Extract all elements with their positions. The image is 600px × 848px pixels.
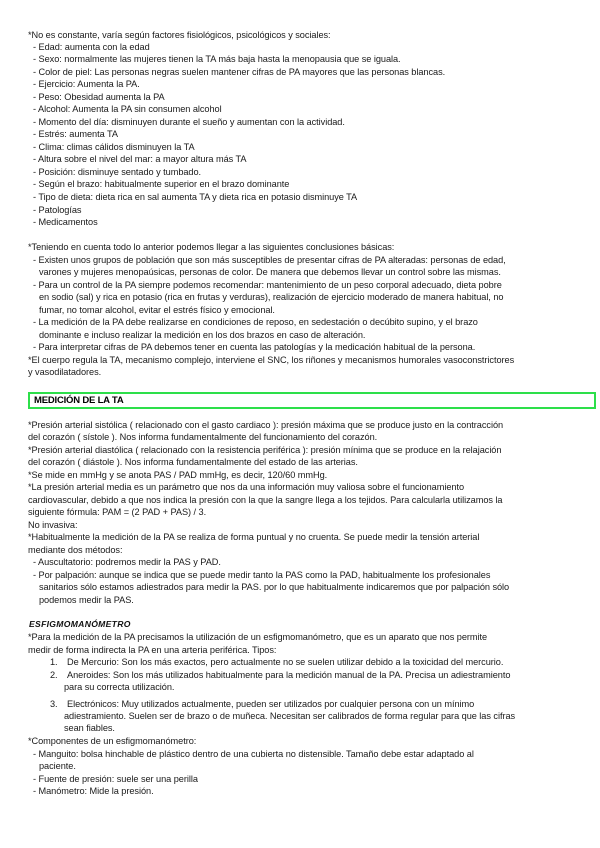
list-number: 3. <box>50 699 58 709</box>
list-item-continuation: sean fiables. <box>64 723 115 733</box>
list-item: - Medicamentos <box>33 217 98 227</box>
list-item: - Altura sobre el nivel del mar: a mayor altura más TA <box>33 154 247 164</box>
list-item-continuation: podemos medir la PAS. <box>39 595 134 605</box>
paragraph-line: No invasiva: <box>28 520 78 530</box>
list-item-continuation: varones y mujeres menopaúsicas, personas de color. De manera que debemos llevar un control sobre las mismas. <box>39 267 501 277</box>
section-heading: MEDICIÓN DE LA TA <box>34 395 124 406</box>
list-item: - Ejercicio: Aumenta la PA. <box>33 79 140 89</box>
paragraph-line: *La presión arterial media es un parámetro que nos da una información muy valiosa sobre el funcionamiento <box>28 482 465 492</box>
list-item: - Color de piel: Las personas negras suelen mantener cifras de PA mayores que las personas blancas. <box>33 67 446 77</box>
list-item: - Momento del día: disminuyen durante el sueño y aumentan con la actividad. <box>33 117 345 127</box>
list-item-continuation: para su correcta utilización. <box>64 682 175 692</box>
list-item: - La medición de la PA debe realizarse en condiciones de reposo, en sedestación o decúbito supino, y el brazo <box>33 317 478 327</box>
paragraph-line: *Presión arterial sistólica ( relacionado con el gasto cardiaco ): presión máxima que se produce justo en la contracción <box>28 420 504 430</box>
list-item-continuation: fumar, no tomar alcohol, evitar el estrés físico y emocional. <box>39 305 275 315</box>
list-item: Electrónicos: Muy utilizados actualmente, pueden ser utilizados por cualquier persona con un mínimo <box>67 699 475 709</box>
paragraph-line: del corazón ( diástole ). Nos informa fundamentalmente del estado de las arterias. <box>28 457 358 467</box>
list-number: 1. <box>50 657 58 667</box>
list-item: - Para un control de la PA siempre podemos recomendar: mantenimiento de un peso corporal adecuado, dieta pobre <box>33 280 502 290</box>
paragraph-line: y vasodilatadores. <box>28 367 102 377</box>
conclusions-intro: *Teniendo en cuenta todo lo anterior podemos llegar a las siguientes conclusiones básicas: <box>28 242 395 252</box>
paragraph-line: *Habitualmente la medición de la PA se realiza de forma puntual y no cruenta. Se puede medir la tensión arterial <box>28 532 480 542</box>
factors-intro: *No es constante, varía según factores fisiológicos, psicológicos y sociales: <box>28 30 331 40</box>
paragraph-line: *Se mide en mmHg y se anota PAS / PAD mmHg, es decir, 120/60 mmHg. <box>28 470 328 480</box>
paragraph-line: *El cuerpo regula la TA, mecanismo complejo, interviene el SNC, los riñones y mecanismos humorales vasoconstrictores <box>28 355 515 365</box>
paragraph-line: *Para la medición de la PA precisamos la utilización de un esfigmomanómetro, que es un aparato que nos permite <box>28 632 488 642</box>
list-item-continuation: paciente. <box>39 761 76 771</box>
paragraph-line: *Componentes de un esfigmomanómetro: <box>28 736 197 746</box>
list-item: - Clima: climas cálidos disminuyen la TA <box>33 142 195 152</box>
list-item: - Posición: disminuye sentado y tumbado. <box>33 167 202 177</box>
list-item: - Manguito: bolsa hinchable de plástico dentro de una cubierta no distensible. Tamaño debe estar adaptado al <box>33 749 474 759</box>
list-item: - Existen unos grupos de población que son más susceptibles de presentar cifras de PA alteradas: personas de edad, <box>33 255 506 265</box>
list-number: 2. <box>50 670 58 680</box>
paragraph-line: cardiovascular, debido a que nos indica la presión con la que la sangre llega a los tejidos. Para calcularla utilizamos la <box>28 495 503 505</box>
list-item: - Auscultatorio: podremos medir la PAS y PAD. <box>33 557 221 567</box>
list-item: - Edad: aumenta con la edad <box>33 42 150 52</box>
list-item: - Sexo: normalmente las mujeres tienen la TA más baja hasta la menopausia que se iguala. <box>33 54 401 64</box>
list-item: - Alcohol: Aumenta la PA sin consumen alcohol <box>33 104 222 114</box>
list-item-continuation: dominante e incluso realizar la medición en los dos brazos en caso de alteración. <box>39 330 366 340</box>
subheading: ESFIGMOMANÓMETRO <box>29 619 131 629</box>
list-item: - Estrés: aumenta TA <box>33 129 118 139</box>
paragraph-line: mediante dos métodos: <box>28 545 123 555</box>
paragraph-line: *Presión arterial diastólica ( relacionado con la resistencia periférica ): presión mínima que se produce en la relajación <box>28 445 502 455</box>
paragraph-line: del corazón ( sístole ). Nos informa fundamentalmente del funcionamiento del corazón. <box>28 432 378 442</box>
paragraph-line: medir de forma indirecta la PA en una arteria periférica. Tipos: <box>28 645 277 655</box>
paragraph-line: siguiente fórmula: PAM = (2 PAD + PAS) / 3. <box>28 507 207 517</box>
section-heading-box <box>28 392 596 409</box>
list-item-continuation: adiestramiento. Suelen ser de brazo o de muñeca. Necesitan ser calibrados de forma regular para que las cifras <box>64 711 516 721</box>
list-item: - Manómetro: Mide la presión. <box>33 786 154 796</box>
list-item: - Según el brazo: habitualmente superior en el brazo dominante <box>33 179 290 189</box>
list-item: Aneroides: Son los más utilizados habitualmente para la medición manual de la PA. Precisa un adiestramiento <box>67 670 511 680</box>
list-item-continuation: en sodio (sal) y rica en potasio (rica en frutas y verduras), realización de ejercicio moderado de manera habitual, no <box>39 292 504 302</box>
list-item: De Mercurio: Son los más exactos, pero actualmente no se suelen utilizar debido a la toxicidad del mercurio. <box>67 657 504 667</box>
list-item: - Patologías <box>33 205 82 215</box>
list-item: - Por palpación: aunque se indica que se puede medir tanto la PAS como la PAD, habitualmente los profesionales <box>33 570 491 580</box>
list-item-continuation: sanitarios sólo estamos adiestrados para medir la PAS. por lo que habitualmente indicaremos que por palpación sólo <box>39 582 510 592</box>
list-item: - Fuente de presión: suele ser una perilla <box>33 774 198 784</box>
list-item: - Peso: Obesidad aumenta la PA <box>33 92 165 102</box>
list-item: - Tipo de dieta: dieta rica en sal aumenta TA y dieta rica en potasio disminuye TA <box>33 192 358 202</box>
list-item: - Para interpretar cifras de PA debemos tener en cuenta las patologías y la medicación habitual de la persona. <box>33 342 476 352</box>
